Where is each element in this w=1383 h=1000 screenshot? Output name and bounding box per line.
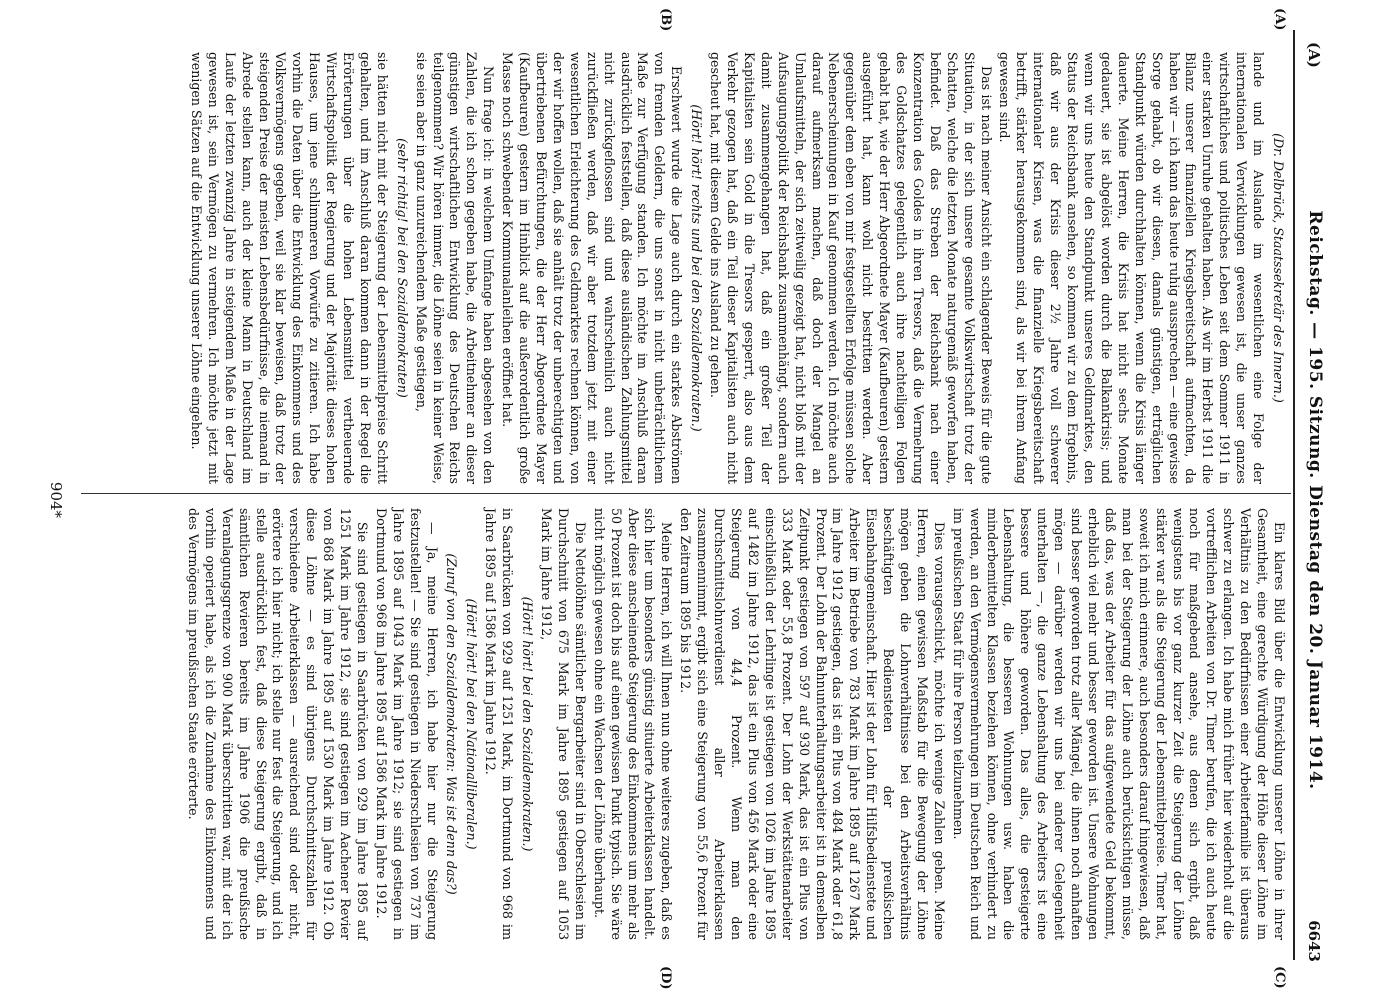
paragraph: Ein klares Bild über die Entwicklung unserer Löhne in ihrer Gesamtheit, eine gerechte Würdigung der Höhe dieser Löhne im Verhältnis zu den Bedürfnissen einer Arbeiterfamilie ist überaus schwer zu erlangen. Ich habe mich früher hier wiederholt auf die vortrefflichen Arbeiten von Dr. Timer berufen, die ich auch heute noch für maßgebend ansehe, aus denen sich ergibt, daß wenigstens bis vor ganz kurzer Zeit die Steigerung der Löhne stärker war als die Steigerung der Lebensmittelpreise. Timer hat, soweit ich mich erinnere, auch besonders darauf hingewiesen, daß man bei der Steigerung der Löhne auch berücksichtigen müsse, daß das, was der Arbeiter für das aufgewendete Geld bekommt, erheblich viel mehr und besser geworden ist. Unsere Wohnungen sind besser geworden trotz aller Mängel, die ihnen noch anhaften mögen — darüber werden wir uns bei anderer Gelegenheit unterhalten —, die ganze Lebenshaltung des Arbeiters ist eine bessere und höhere geworden. Das alles, die gesteigerte Lebenshaltung, die besseren Wohnungen usw. haben die minderbemittelten Klassen beziehen können, ohne verhindert zu werden, an den Vermögensvermehrungen im Deutschen Reich und im preußischen Staat für ihre Person teilzunehmen. xyxy=(950,508,1287,940)
interjection: (Hört! hört! bei den Nationalliberalen.) xyxy=(464,598,480,850)
paragraph: Das ist nach meiner Ansicht ein schlagender Beweis für die gute Situation, in der sich unsere gesamte Volkswirtschaft trotz der Schatten, welche die letzten Monate naturgemäß geworfen haben, befindet. Daß das Streben der Reichsbank nach einer Konzentration des Goldes in ihren Tresors, daß die Vermehrung des Goldschatzes gelegentlich auch ihre nachteiligen Folgen gehabt hat, wie der Herr Abgeordnete Mayer (Kaufbeuren) gestern ausgeführt hat, kann wohl nicht bestritten werden. Aber gegenüber dem eben von mir festgestellten Erfolge müssen solche Nebenerscheinungen in Kauf genommen werden. Ich möchte auch darauf aufmerksam machen, daß doch der Mangel an Umlaufsmitteln, der sich zeitweilig gezeigt hat, nicht bloß mit der Aufsaugungspolitik der Reichsbank zusammenhängt, sondern auch damit zusammengehangen hat, daß ein großer Teil der Kapitalisten sein Gold in die Tresors gesperrt, also aus dem Verkehr gezogen hat, daß ein Teil dieser Kapitalisten auch nicht gescheut hat, mit diesem Gelde ins Ausland zu gehen. xyxy=(708,52,994,484)
margin-letter-a: (A) xyxy=(1272,8,1287,31)
interjection: (Hört! hört! rechts und bei den Sozialdemokraten.) xyxy=(689,104,705,432)
page-number-bottom: 904* xyxy=(47,481,65,519)
header-margin-letter: (A) xyxy=(1305,42,1323,68)
paragraph: Meine Herren, ich will Ihnen nun ohne weiteres zugeben, daß es sich hier um besonders günstig situierte Arbeiterklassen handelt. Aber diese anscheinende Steigerung des Einkommens um mehr als 50 Prozent ist doch bis auf einen gewissen Punkt typisch. Sie wäre nicht möglich gewesen ohne ein Wachsen der Löhne überhaupt. xyxy=(591,508,675,940)
interjection: (Hört! hört! bei den Sozialdemokraten.) xyxy=(520,596,536,852)
paragraph: Dies vorausgeschickt, möchte ich wenige Zahlen geben. Meine Herren, einen gewissen Maßstab für die Bewegung der Löhne mögen geben die Lohnverhältnisse bei den Arbeitsverhältnis beschäftigten Bediensteten der preußischen Eisenbahngemeinschaft. Hier ist der Lohn für Hilfsbedienstete und Arbeiter im Betriebe von 783 Mark im Jahre 1895 auf 1267 Mark im Jahre 1912 gestiegen, das ist ein Plus von 484 Mark oder 61,8 Prozent. Der Lohn der Bahnunterhaltungsarbeiter ist in demselben Zeitpunkt gestiegen von 597 auf 930 Mark, das ist ein Plus von 333 Mark oder 55,8 Prozent. Der Lohn der Werkstättenarbeiter einschließlich der Lehrlinge ist gestiegen von 1026 im Jahre 1895 auf 1482 im Jahre 1912, das ist ein Plus von 456 Mark oder eine Steigerung von 44,4 Prozent. Wenn man den Durchschnittslohnverdienst aller Arbeiterklassen zusammennimmt, ergibt sich eine Steigerung von 55,6 Prozent für den Zeitraum 1895 bis 1912. xyxy=(678,508,947,940)
page-number-top: 6643 xyxy=(1305,920,1323,962)
interjection: (sehr richtig! bei den Sozialdemokraten) xyxy=(394,138,410,398)
margin-letter-c: (C) xyxy=(1272,966,1287,989)
running-title: Reichstag. — 195. Sitzung. Dienstag den 20. Januar 1914. xyxy=(1305,210,1325,790)
paragraph: in Saarbrücken von 929 auf 1251 Mark, im Dortmund von 968 im Jahre 1895 auf 1586 Mark im Jahre 1912. xyxy=(483,508,516,940)
left-column xyxy=(185,52,1287,484)
paragraph: Nun frage ich: in welchem Umfange haben abgesehen von den Zahlen, die ich schon gegeben habe, die Arbeitnehmer an dieser günstigen wirtschaftlichen Entwicklung des Deutschen Reichs teilgenommen? Wir hören immer, die Löhne seien in keiner Weise, sie seien aber in ganz unzureichendem Maße gestiegen, xyxy=(413,52,497,484)
column-divider xyxy=(81,493,1291,494)
margin-letter-b: (B) xyxy=(658,8,673,32)
margin-letter-d: (D) xyxy=(658,966,673,990)
right-column xyxy=(182,508,1287,940)
header-rule xyxy=(1293,30,1295,960)
paragraph: sie hätten nicht mit der Steigerung der Lebensmittelpreise Schritt gehalten, und im Anschluß daran kommen dann in der Regel die Erörterungen über die hohen Lebensmittel vertheuernde Wirtschaftspolitik der Regierung und der Majorität dieses hohen Hauses, um jene schlimmeren Vorwürfe zu zitieren. Ich habe vorhin die Daten über die Entwicklung des Einkommens und des Volksvermögens gegeben, weil sie klar beweisen, daß trotz der steigenden Preise der meisten Lebensbedürfnisse, die niemand in Abrede stellen kann, auch der kleine Mann in Deutschland im Laufe der letzten zwanzig Jahre in steigendem Maße in der Lage gewesen ist, sein Vermögen zu vermehren. Ich möchte jetzt mit wenigen Sätzen auf die Entwicklung unserer Löhne eingehen. xyxy=(188,52,390,484)
paragraph: Sie sind gestiegen in Saarbrücken von 929 im Jahre 1895 auf 1251 Mark im Jahre 1912, sie sind gestiegen im Aachener Revier von 868 Mark im Jahre 1895 auf 1530 Mark im Jahre 1912. Ob diese Löhne — es sind übrigens Durchschnittszahlen für verschiedene Arbeiterklassen — ausreichend sind oder nicht, erörtere ich hier nicht; ich stelle nur fest die Steigerung, und ich stelle ausdrücklich fest, daß diese Steigerung ergibt, daß in sämtlichen Revieren bereits im Jahre 1906 die preußische Veranlagungsgrenze von 900 Mark überschritten war, mit der ich vorhin operiert habe, als ich die Zunahme des Einkommens und des Vermögens im preußischen Staate erörterte. xyxy=(185,508,370,940)
interjection: (Zuruf von den Sozialdemokraten: Was ist denn das?) xyxy=(444,553,460,895)
speaker-line: (Dr. Delbrück, Staatssekretär des Innern.) xyxy=(1271,133,1286,403)
paragraph: Erschwert wurde die Lage auch durch ein starkes Abströmen von fremden Geldern, die uns sonst in nicht unbeträchtlichem Maße zur Verfügung standen. Ich möchte im Anschluß daran ausdrücklich feststellen, daß diese ausländischen Zahlungsmittel nicht zurückgeflossen sind und wahrscheinlich auch nicht zurückfließen werden, daß wir aber trotzdem jetzt mit einer wesentlichen Erleichterung des Geldmarktes rechnen können, von der wir hoffen wollen, daß sie anhält trotz der unberechtigten und übertriebenen Befürchtungen, die der Herr Abgeordnete Mayer (Kaufbeuren) gestern im Hinblick auf die außerordentlich große Masse noch schwebender Kommunalanleihen eröffnet hat. xyxy=(500,52,685,484)
page-header xyxy=(1297,30,1327,970)
paragraph: lande und im Auslande im wesentlichen eine Folge der internationalen Verwicklungen gewesen ist, die unser ganzes wirtschaftliches und politisches Leben seit dem Sommer 1911 in einer starken Unruhe gehalten haben. Als wir im Herbst 1911 die Bilanz unserer finanziellen Kriegsbereitschaft aufmachten, da haben wir — ich kann das heute ruhig aussprechen — eine gewisse Sorge gehabt, ob wir diesen, damals günstigen, erträglichen Standpunkt würden durchhalten können, wenn die Krisis länger dauerte. Meine Herren, die Krisis hat nicht sechs Monate gedauert, sie ist abgelöst worden durch die Balkankrisis; und wenn wir uns heute den Standpunkt unseres Geldmarktes, den Status der Reichsbank ansehen, so kommen wir zu dem Ergebnis, daß wir aus der Krisis dieser 2½ Jahre voll schwerer internationaler Krisen, was die finanzielle Kriegsbereitschaft betrifft, stärker herausgekommen sind, als wir bei ihrem Anfang gewesen sind. xyxy=(997,52,1267,484)
paragraph: — Ja, meine Herren, ich habe hier nur die Steigerung festzustellen! — Sie sind gestiegen in Niederschlesien von 737 im Jahre 1895 auf 1043 Mark im Jahre 1912; sie sind gestiegen in Dortmund von 968 im Jahre 1895 auf 1586 Mark im Jahre 1912. xyxy=(373,508,440,940)
paragraph: Die Nettolöhne sämtlicher Bergarbeiter sind in Oberschlesien im Durchschnitt von 675 Mark im Jahre 1895 gestiegen auf 1053 Mark im Jahre 1912, xyxy=(539,508,588,940)
